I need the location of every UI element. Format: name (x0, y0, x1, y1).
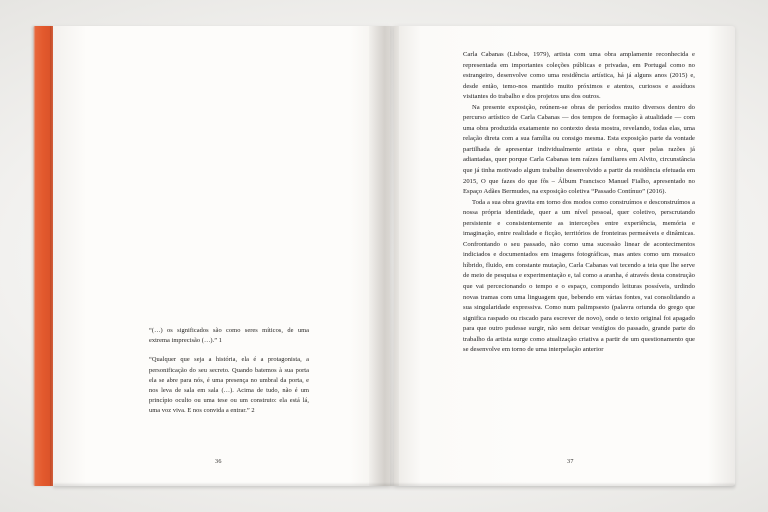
body-paragraph-2: Na presente exposição, reúnem-se obras de períodos muito diversos dentro do percurso artístico de Carla Cabanas — dos tempos de formação à atualidade — com uma obra produzida exatamente no contexto desta mostra, revelando, todas elas, uma relação direta com a sua família ou consigo mesma. Esta exposição parte da vontade partilhada de apresentar individualmente artista e obra, quer pelas razões já adiantadas, quer porque Carla Cabanas tem raízes familiares em Alvito, circunstância que já tinha motivado algum trabalho desenvolvido a partir da residência efetuada em 2015, O que fazes do que fôs – Álbum Francisco Manuel Fialho, apresentado no Espaço Adães Bermudes, na exposição coletiva “Passado Contínuo” (2016). (463, 103, 695, 196)
body-paragraph-1: Carla Cabanas (Lisboa, 1979), artista com uma obra amplamente reconhecida e representada em importantes coleções públicas e privadas, em Portugal como no estrangeiro, desenvolve como uma residência artística, há já alguns anos (2015) e, desde então, temo-nos mantido muito próximos e atentos, curiosos e assíduos visitantes do trabalho e dos projetos uns dos outros. (463, 51, 695, 101)
left-page (53, 26, 390, 486)
left-page-folio: 36 (215, 458, 222, 465)
open-book (33, 26, 735, 486)
right-page (394, 26, 735, 486)
quote-1: “(…) os significados são como seres míticos, de uma extrema imprecisão (…).” 1 (149, 327, 309, 345)
right-page-body (463, 50, 695, 356)
book-drop-shadow (53, 484, 735, 490)
book-spine-orange-edge (33, 26, 53, 486)
right-page-folio: 37 (567, 458, 574, 465)
left-page-quotes (149, 326, 309, 417)
quote-2: “Qualquer que seja a história, ela é a protagonista, a personificação do seu secreto. Quando batemos à sua porta ela se abre para nós, é uma presença no umbral da porta, e nos leva de sala em sala (…). Acima de tudo, não é um princípio oculto ou uma tese ou um construto: ela está lá, uma voz viva. E nos convida a entrar.” 2 (149, 356, 309, 415)
body-paragraph-3: Toda a sua obra gravita em torno dos modos como construímos e desconstruímos a nossa própria identidade, quer a um nível pessoal, quer coletivo, perscrutando persistente e consistentemente as interceções entre experiência, memória e imaginação, entre realidade e ficção, territórios de fronteiras permeáveis e dinâmicas. Confrontando o seu passado, não como uma sucessão linear de acontecimentos indiciados e documentados em imagens fotográficas, mas antes como um mosaico híbrido, fluido, em constante mutação, Carla Cabanas vai tecendo a teia que lhe serve de meio de pesquisa e experimentação e, tal como a aranha, é através desta construção que vai percecionando o tempo e o espaço, compondo leituras possíveis, urdindo novas tramas com uma linguagem que, bebendo em várias fontes, vai consolidando a sua singularidade expressiva. Como num palimpsesto (palavra oriunda do grego que significa raspado ou riscado para escrever de novo), onde o texto original foi apagado para que outro pudesse surgir, não sem deixar vestígios do passado, grande parte do trabalho da artista surge como atualização criativa a partir de um questionamento que se desenvolve em torno de uma interpelação anterior (463, 198, 695, 354)
